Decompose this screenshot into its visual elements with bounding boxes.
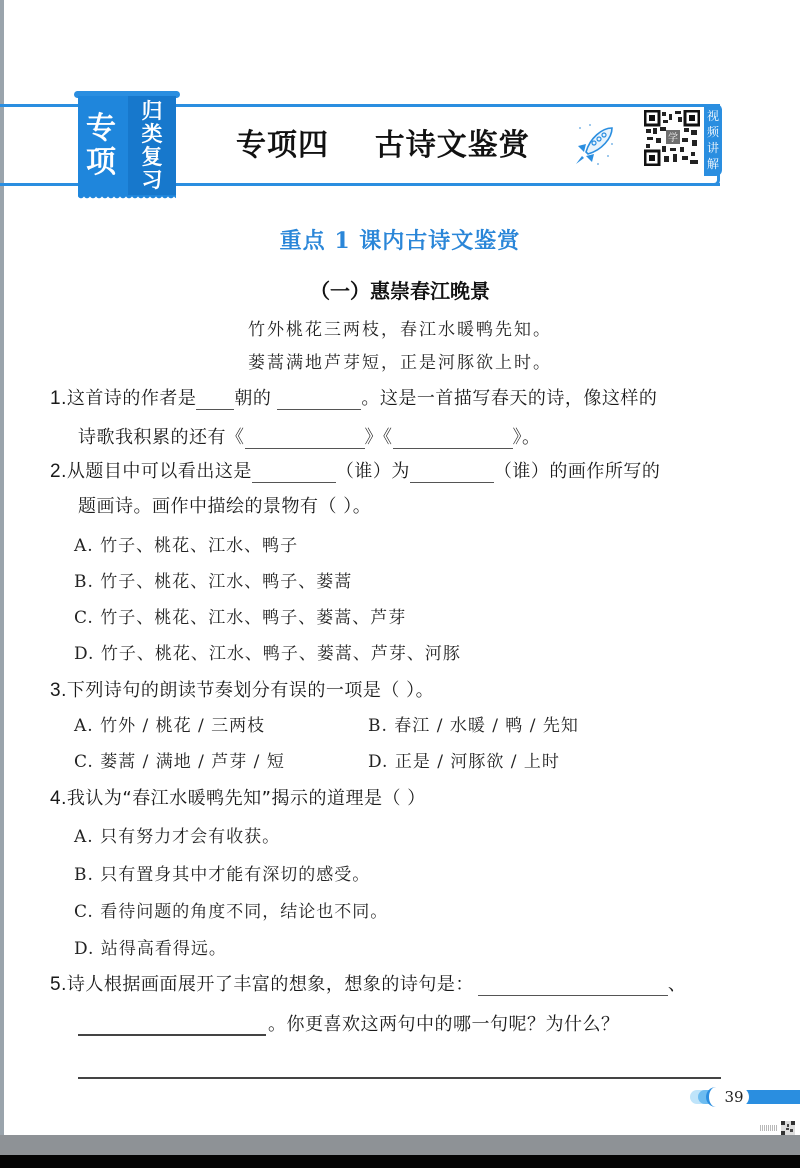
question-5: [50, 970, 686, 996]
question-3: [50, 676, 434, 702]
tag-char: 类: [141, 122, 163, 146]
poem-title: （一）惠崇春江晚景: [310, 279, 490, 303]
tag-sub-label: [128, 96, 176, 196]
option-c[interactable]: C. 看待问题的角度不同，结论也不同。: [74, 902, 389, 922]
poem-line: 竹外桃花三两枝，春江水暖鸭先知。: [248, 320, 552, 340]
scan-border-black: [0, 1155, 800, 1168]
question-number: 1.: [50, 388, 67, 409]
video-tab-char: 解: [706, 157, 719, 171]
svg-text:学: 学: [668, 133, 678, 144]
tag-main-label: [78, 96, 124, 196]
option-a[interactable]: A. 只有努力才会有收获。: [74, 827, 281, 847]
option-d[interactable]: D. 竹子、桃花、江水、鸭子、蒌蒿、芦芽、河豚: [74, 644, 461, 664]
answer-blank-line2[interactable]: [78, 1034, 266, 1036]
option-b[interactable]: B. 春江 / 水暖 / 鸭 / 先知: [368, 716, 579, 736]
question-2-line2: 题画诗。画作中描绘的景物有（ ）。: [78, 496, 372, 517]
page-left-edge: [0, 0, 4, 1135]
special-topic-tag: [78, 96, 176, 196]
question-text: 。这是一首描写春天的诗，像这样的: [361, 388, 658, 409]
answer-blank-line1[interactable]: [478, 975, 668, 996]
answer-blank-painter[interactable]: [410, 462, 494, 483]
question-text: 诗人根据画面展开了丰富的想象，想象的诗句是：: [66, 974, 474, 995]
rocket-icon: [572, 122, 618, 168]
scan-border-gray: [0, 1135, 800, 1155]
question-text: 诗歌我积累的还有《: [78, 427, 245, 448]
question-number: 5.: [50, 974, 67, 995]
tag-char: 复: [141, 145, 163, 169]
question-text: 这首诗的作者是: [66, 388, 197, 409]
option-b[interactable]: B. 只有置身其中才能有深切的感受。: [74, 865, 371, 885]
option-d[interactable]: D. 站得高看得远。: [74, 939, 227, 959]
video-tab-char: 讲: [706, 141, 719, 155]
question-text: 我认为“春江水暖鸭先知”揭示的道理是（ ）: [66, 788, 426, 809]
question-number: 2.: [50, 461, 67, 482]
question-text: 下列诗句的朗读节奏划分有误的一项是（ ）。: [66, 680, 435, 701]
chapter-title: 专项四 古诗文鉴赏: [236, 128, 530, 163]
option-d[interactable]: D. 正是 / 河豚欲 / 上时: [368, 752, 560, 772]
footer-qr-icon: [781, 1121, 795, 1135]
question-text: 、: [667, 974, 687, 995]
page-number-badge: [690, 1087, 800, 1107]
video-tab-char: 视: [706, 109, 719, 123]
question-text: 从题目中可以看出这是: [66, 461, 252, 482]
question-text: （谁）的画作所写的: [493, 461, 661, 482]
footer-small-print: [760, 1125, 778, 1131]
question-text: （谁）为: [335, 461, 410, 482]
video-lecture-tab[interactable]: [704, 104, 722, 176]
qr-code-icon[interactable]: [644, 110, 700, 166]
option-c[interactable]: C. 竹子、桃花、江水、鸭子、蒌蒿、芦芽: [74, 608, 407, 628]
question-text: 》。: [512, 427, 541, 448]
answer-blank-poem1[interactable]: [245, 428, 365, 449]
option-a[interactable]: A. 竹子、桃花、江水、鸭子: [74, 536, 299, 556]
tag-char: 归: [141, 99, 163, 123]
question-1: [50, 384, 657, 410]
tag-char: 项: [86, 145, 116, 180]
question-2: [50, 457, 660, 483]
question-text: 》《: [364, 427, 393, 448]
answer-blank-poet[interactable]: [252, 462, 336, 483]
question-number: 4.: [50, 788, 67, 809]
tag-char: 习: [141, 168, 163, 192]
option-b[interactable]: B. 竹子、桃花、江水、鸭子、蒌蒿: [74, 572, 353, 592]
key-point-title: 重点 1 课内古诗文鉴赏: [279, 228, 521, 254]
question-5-line2: 。你更喜欢这两句中的哪一句呢？为什么？: [268, 1014, 620, 1035]
question-number: 3.: [50, 680, 67, 701]
poem-line: 蒌蒿满地芦芽短，正是河豚欲上时。: [248, 353, 552, 373]
answer-blank-poem2[interactable]: [393, 428, 513, 449]
question-1-line2: [78, 423, 541, 449]
page-number: 39: [724, 1088, 744, 1106]
option-a[interactable]: A. 竹外 / 桃花 / 三两枝: [74, 716, 266, 736]
tag-char: 专: [86, 111, 116, 146]
answer-blank-author[interactable]: [277, 389, 361, 410]
answer-blank-dynasty[interactable]: [196, 389, 234, 410]
question-4: [50, 784, 426, 810]
option-c[interactable]: C. 蒌蒿 / 满地 / 芦芽 / 短: [74, 752, 285, 772]
video-tab-char: 频: [706, 125, 719, 139]
answer-line-reason[interactable]: [78, 1077, 721, 1079]
question-text: 朝的: [234, 388, 272, 409]
